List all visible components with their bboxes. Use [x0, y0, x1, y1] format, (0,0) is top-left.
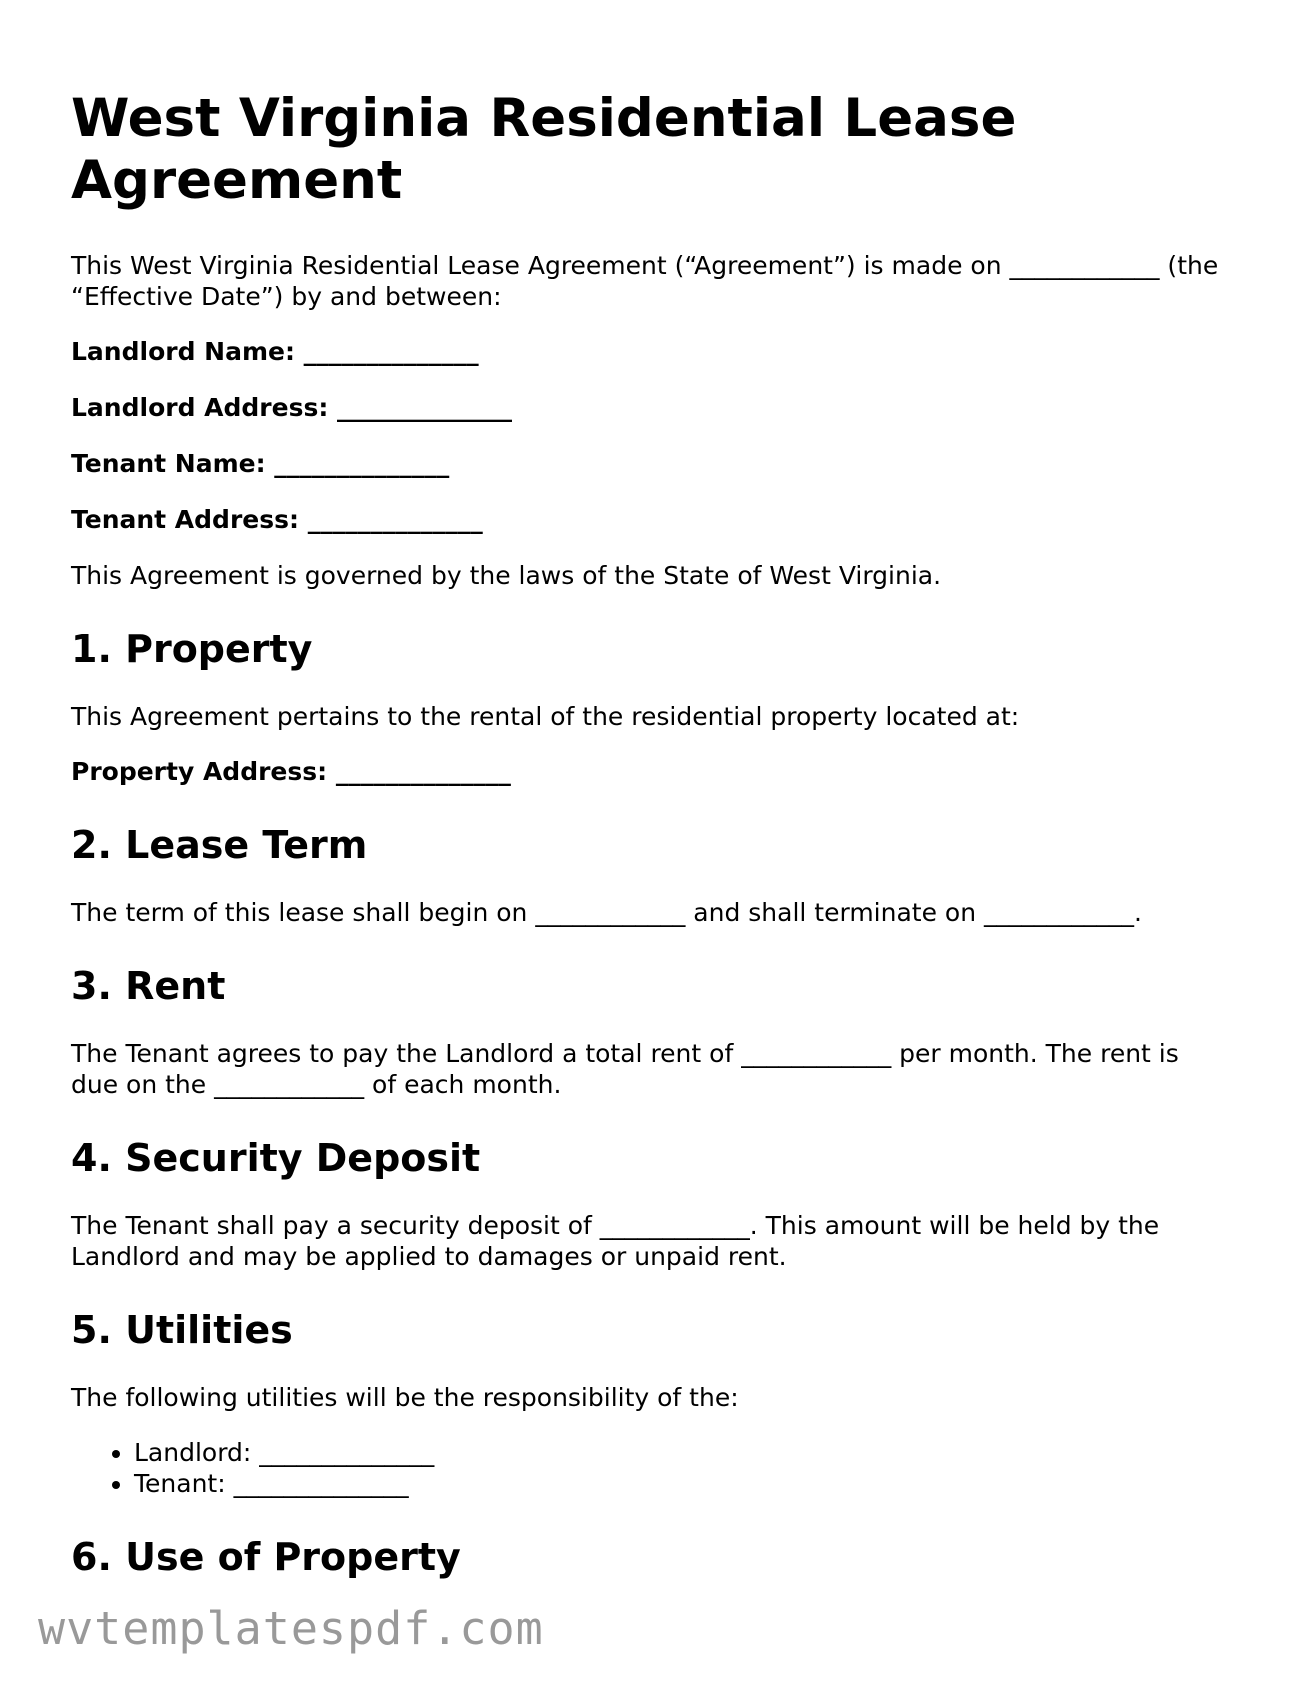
section-heading-security-deposit: 4. Security Deposit [71, 1136, 481, 1180]
utilities-list-item-landlord: • Landlord: ______________ [134, 1437, 1231, 1468]
utilities-paragraph: The following utilities will be the responsibility of the: [71, 1383, 739, 1412]
property-paragraph: This Agreement pertains to the rental of the residential property located at: [71, 702, 1020, 731]
document-page [71, 88, 1231, 1609]
property-address-field: Property Address: ______________ [71, 757, 511, 786]
governing-law-paragraph: This Agreement is governed by the laws of the State of West Virginia. [71, 561, 942, 590]
tenant-name-field: Tenant Name: ______________ [71, 449, 450, 478]
section-heading-lease-term: 2. Lease Term [71, 823, 368, 867]
lease-term-paragraph: The term of this lease shall begin on ____________ and shall terminate on ____________. [71, 898, 1142, 927]
utilities-list [71, 1437, 1231, 1499]
rent-paragraph: The Tenant agrees to pay the Landlord a total rent of ____________ per month. The rent is due on the ____________ of each month. [71, 1039, 1179, 1099]
tenant-address-field: Tenant Address: ______________ [71, 505, 483, 534]
landlord-address-field: Landlord Address: ______________ [71, 393, 513, 422]
section-heading-utilities: 5. Utilities [71, 1308, 293, 1352]
section-heading-use-of-property: 6. Use of Property [71, 1535, 461, 1579]
section-heading-rent: 3. Rent [71, 964, 226, 1008]
section-heading-property: 1. Property [71, 627, 313, 671]
watermark: wvtemplatespdf.com [38, 1602, 544, 1655]
landlord-name-field: Landlord Name: ______________ [71, 337, 479, 366]
intro-paragraph: This West Virginia Residential Lease Agreement (“Agreement”) is made on ____________ (the “Effective Date”) by and between: [71, 251, 1219, 311]
document-title: West Virginia Residential Lease Agreement [71, 88, 1017, 211]
utilities-list-item-tenant: • Tenant: ______________ [134, 1468, 1231, 1499]
security-deposit-paragraph: The Tenant shall pay a security deposit of ____________. This amount will be held by the Landlord and may be applied to damages or unpaid rent. [71, 1211, 1160, 1271]
